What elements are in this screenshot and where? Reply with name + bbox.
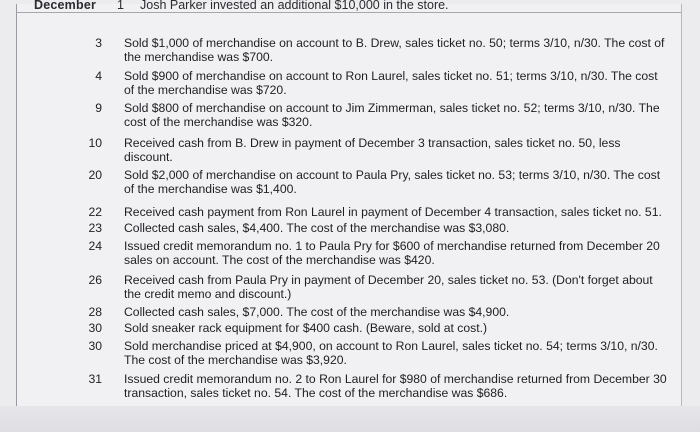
entry-line-2: discount.: [124, 149, 173, 164]
entry-description: [124, 274, 664, 301]
entry-line-1: Collected cash sales, $7,000. The cost of the merchandise was $4,900.: [124, 305, 510, 319]
entry-line-2: the merchandise was $700.: [124, 49, 274, 64]
entry-day: 23: [88, 221, 102, 235]
entry-day: 28: [88, 305, 102, 319]
entry-day: 30: [88, 339, 102, 353]
entry-line-1: Issued credit memorandum no. 1 to Paula Pry for $600 of merchandise returned from December 20: [124, 239, 660, 253]
entry-description: [124, 137, 664, 164]
header-day: 1: [117, 0, 124, 12]
header-row: [16, 0, 681, 13]
entry-day: 26: [88, 273, 102, 287]
entry-description: [124, 206, 664, 220]
entry-line-2: The cost of the merchandise was $3,920.: [124, 352, 347, 367]
entry-day: 31: [88, 372, 102, 386]
entry-line-2: sales on account. The cost of the merchandise was $420.: [124, 252, 435, 267]
entry-description: [124, 240, 664, 267]
entry-day: 24: [88, 239, 102, 253]
entry-day: 9: [95, 101, 102, 115]
entry-line-1: Received cash from B. Drew in payment of December 3 transaction, sales ticket no. 50, less: [124, 136, 621, 150]
month-label: December: [34, 0, 97, 12]
entry-line-1: Sold sneaker rack equipment for $400 cash. (Beware, sold at cost.): [124, 321, 488, 335]
entry-line-1: Sold $800 of merchandise on account to Jim Zimmerman, sales ticket no. 52; terms 3/10, n/30. The: [124, 101, 660, 115]
entry-description: [124, 222, 664, 236]
entry-description: [124, 306, 664, 320]
entry-line-1: Sold $900 of merchandise on account to Ron Laurel, sales ticket no. 51; terms 3/10, n/30. The cost: [124, 69, 658, 83]
entry-description: [124, 70, 664, 97]
entry-line-1: Issued credit memorandum no. 2 to Ron Laurel for $980 of merchandise returned from December 30: [124, 372, 667, 386]
entry-day: 4: [95, 69, 102, 83]
entry-line-1: Sold merchandise priced at $4,900, on account to Ron Laurel, sales ticket no. 54; terms 3/10, n/30.: [124, 339, 658, 353]
entry-line-1: Collected cash sales, $4,400. The cost of the merchandise was $3,080.: [124, 221, 510, 235]
entry-day: 3: [95, 36, 102, 50]
entry-line-1: Received cash from Paula Pry in payment of December 20, sales ticket no. 53. (Don't forget about: [124, 273, 653, 287]
entry-day: 30: [88, 321, 102, 335]
entry-description: [124, 169, 664, 196]
entry-day: 22: [88, 205, 102, 219]
entry-description: [124, 340, 664, 367]
entry-description: [124, 37, 664, 64]
entry-line-1: Sold $2,000 of merchandise on account to Paula Pry, sales ticket no. 53; terms 3/10, n/30. The cost: [124, 168, 661, 182]
entry-line-2: transaction, sales ticket no. 54. The cost of the merchandise was $686.: [124, 385, 508, 400]
entry-description: [124, 372, 667, 400]
entry-description: [124, 322, 664, 336]
entry-line-1: Received cash payment from Ron Laurel in payment of December 4 transaction, sales ticket no. 51.: [124, 205, 662, 219]
entry-line-2: of the merchandise was $720.: [124, 82, 287, 97]
entry-line-2: cost of the merchandise was $320.: [124, 114, 313, 129]
entry-day: 10: [88, 136, 102, 150]
entry-description: [124, 102, 664, 129]
entry-day: 20: [88, 168, 102, 182]
entry-line-2: of the merchandise was $1,400.: [124, 181, 297, 196]
entry-line-2: the credit memo and discount.): [124, 286, 292, 301]
header-description: Josh Parker invested an additional $10,000 in the store.: [140, 0, 449, 12]
entry-line-1: Sold $1,000 of merchandise on account to B. Drew, sales ticket no. 50; terms 3/10, n/30. The cost of: [124, 36, 665, 50]
page-shadow: [0, 406, 700, 432]
